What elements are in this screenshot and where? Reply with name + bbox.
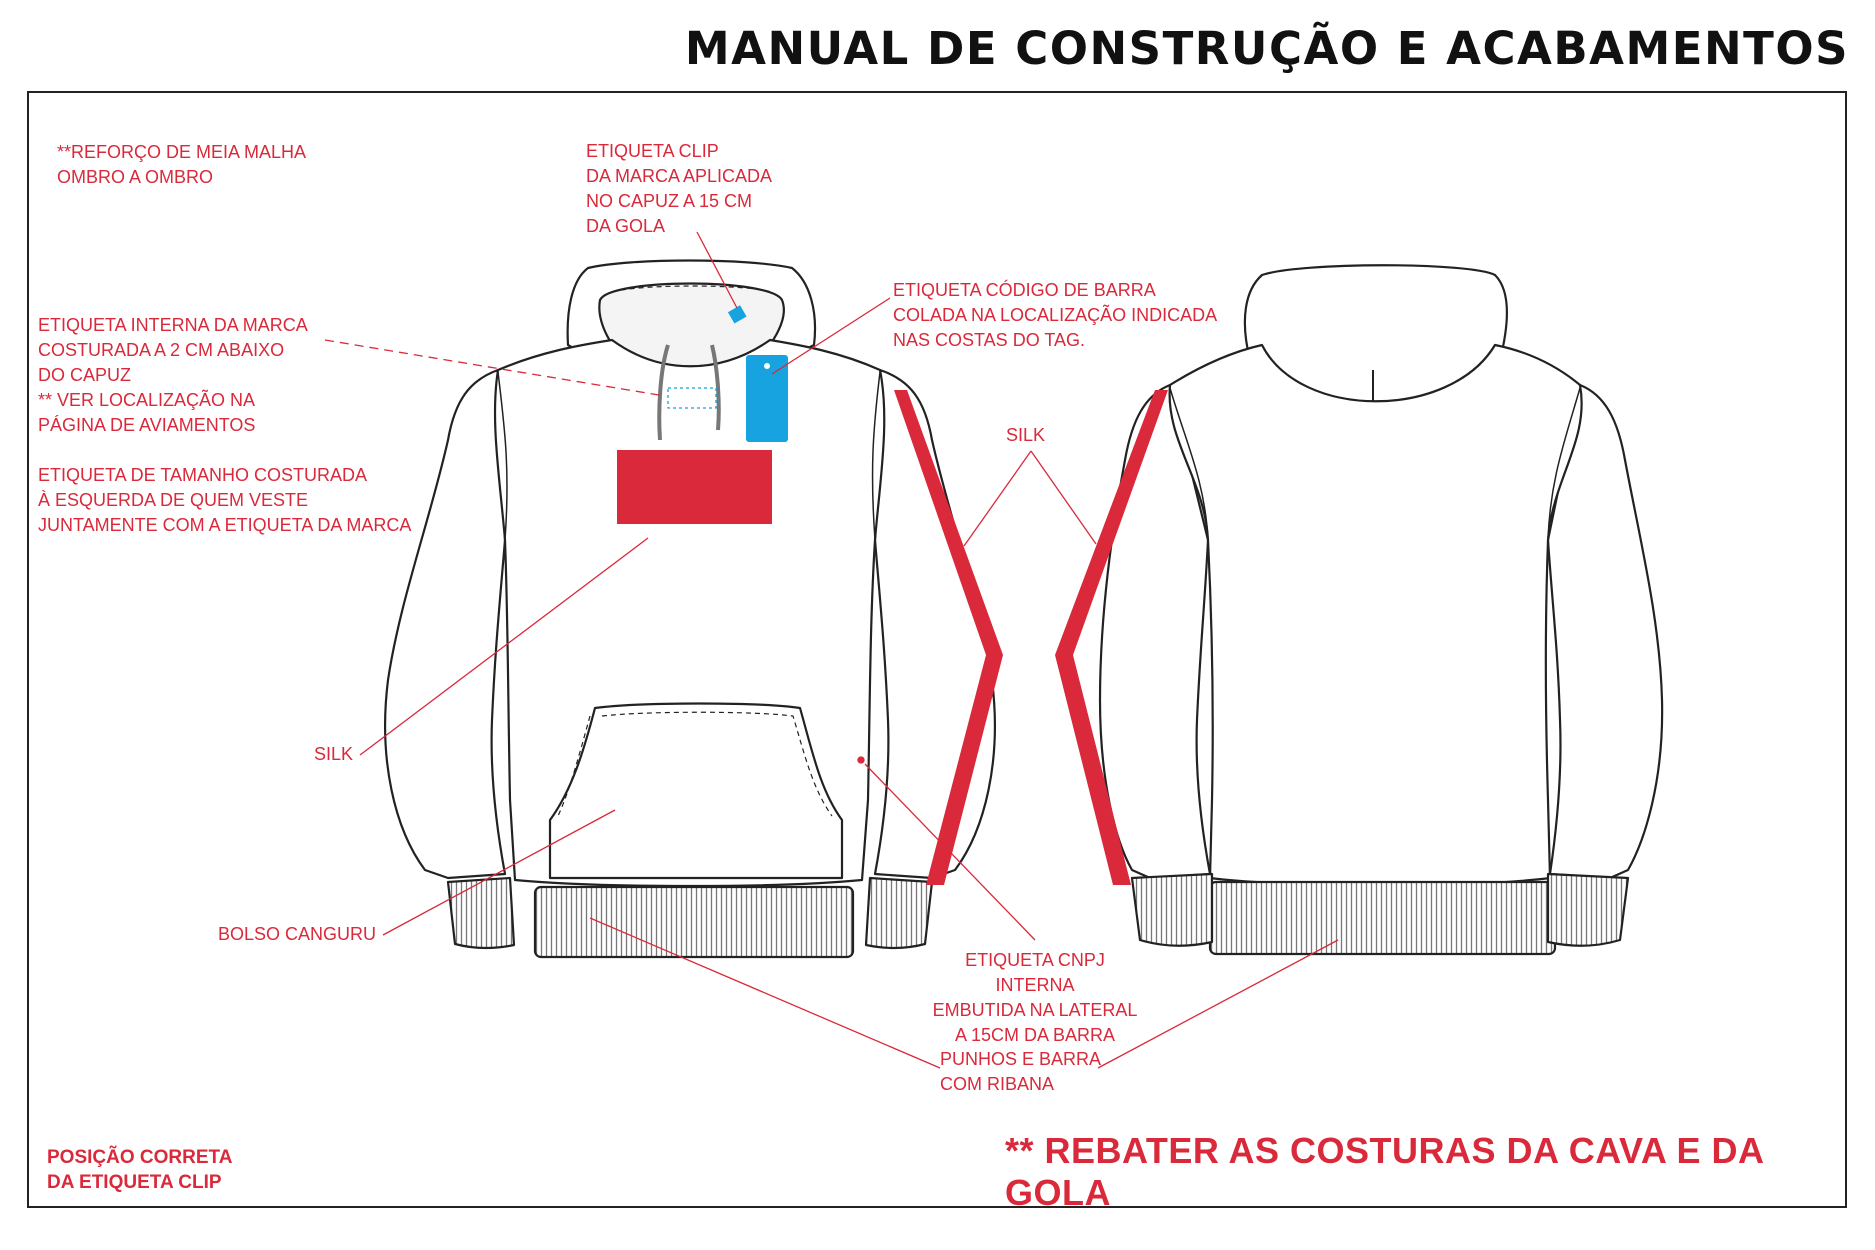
- front-left-cuff: [448, 878, 514, 948]
- note-etiqueta-codigo-barra: ETIQUETA CÓDIGO DE BARRA COLADA NA LOCALIZAÇÃO INDICADA NAS COSTAS DO TAG.: [893, 280, 1218, 350]
- back-bottom-rib: [1210, 882, 1555, 954]
- quiksilver-logo: [47, 1047, 120, 1128]
- front-right-cuff: [866, 878, 932, 948]
- back-right-cuff: [1548, 874, 1628, 946]
- front-bottom-rib: [535, 887, 853, 957]
- kangaroo-pocket: [550, 704, 842, 879]
- note-etiqueta-tamanho: ETIQUETA DE TAMANHO COSTURADA À ESQUERDA DE QUEM VESTE JUNTAMENTE COM A ETIQUETA DA MARCA: [38, 465, 412, 535]
- note-etiqueta-clip: ETIQUETA CLIP DA MARCA APLICADA NO CAPUZ A 15 CM DA GOLA: [586, 141, 773, 236]
- note-posicao-clip: POSIÇÃO CORRETA DA ETIQUETA CLIP: [47, 1147, 233, 1193]
- back-hoodie: [1100, 265, 1662, 954]
- back-left-cuff: [1132, 874, 1212, 946]
- note-etiqueta-interna: ETIQUETA INTERNA DA MARCA COSTURADA A 2 CM ABAIXO DO CAPUZ ** VER LOCALIZAÇÃO NA PÁGINA DE AVIAMENTOS: [38, 315, 308, 435]
- note-punhos-barra: PUNHOS E BARRA COM RIBANA: [940, 1049, 1102, 1094]
- note-bolso-canguru: BOLSO CANGURU: [218, 924, 377, 944]
- note-rebater-costuras: ** REBATER AS COSTURAS DA CAVA E DA GOLA: [1005, 1130, 1764, 1213]
- page-title: MANUAL DE CONSTRUÇÃO E ACABAMENTOS: [684, 22, 1849, 75]
- front-silk-print: [617, 450, 772, 524]
- back-body: [1170, 345, 1582, 886]
- note-etiqueta-cnpj: ETIQUETA CNPJ INTERNA EMBUTIDA NA LATERAL A 15CM DA BARRA: [932, 950, 1138, 1045]
- note-reforco-meia-malha: **REFORÇO DE MEIA MALHA OMBRO A OMBRO: [57, 142, 307, 187]
- note-silk-top: SILK: [1006, 425, 1046, 445]
- note-silk-left: SILK: [314, 744, 354, 764]
- front-left-sleeve: [385, 370, 505, 878]
